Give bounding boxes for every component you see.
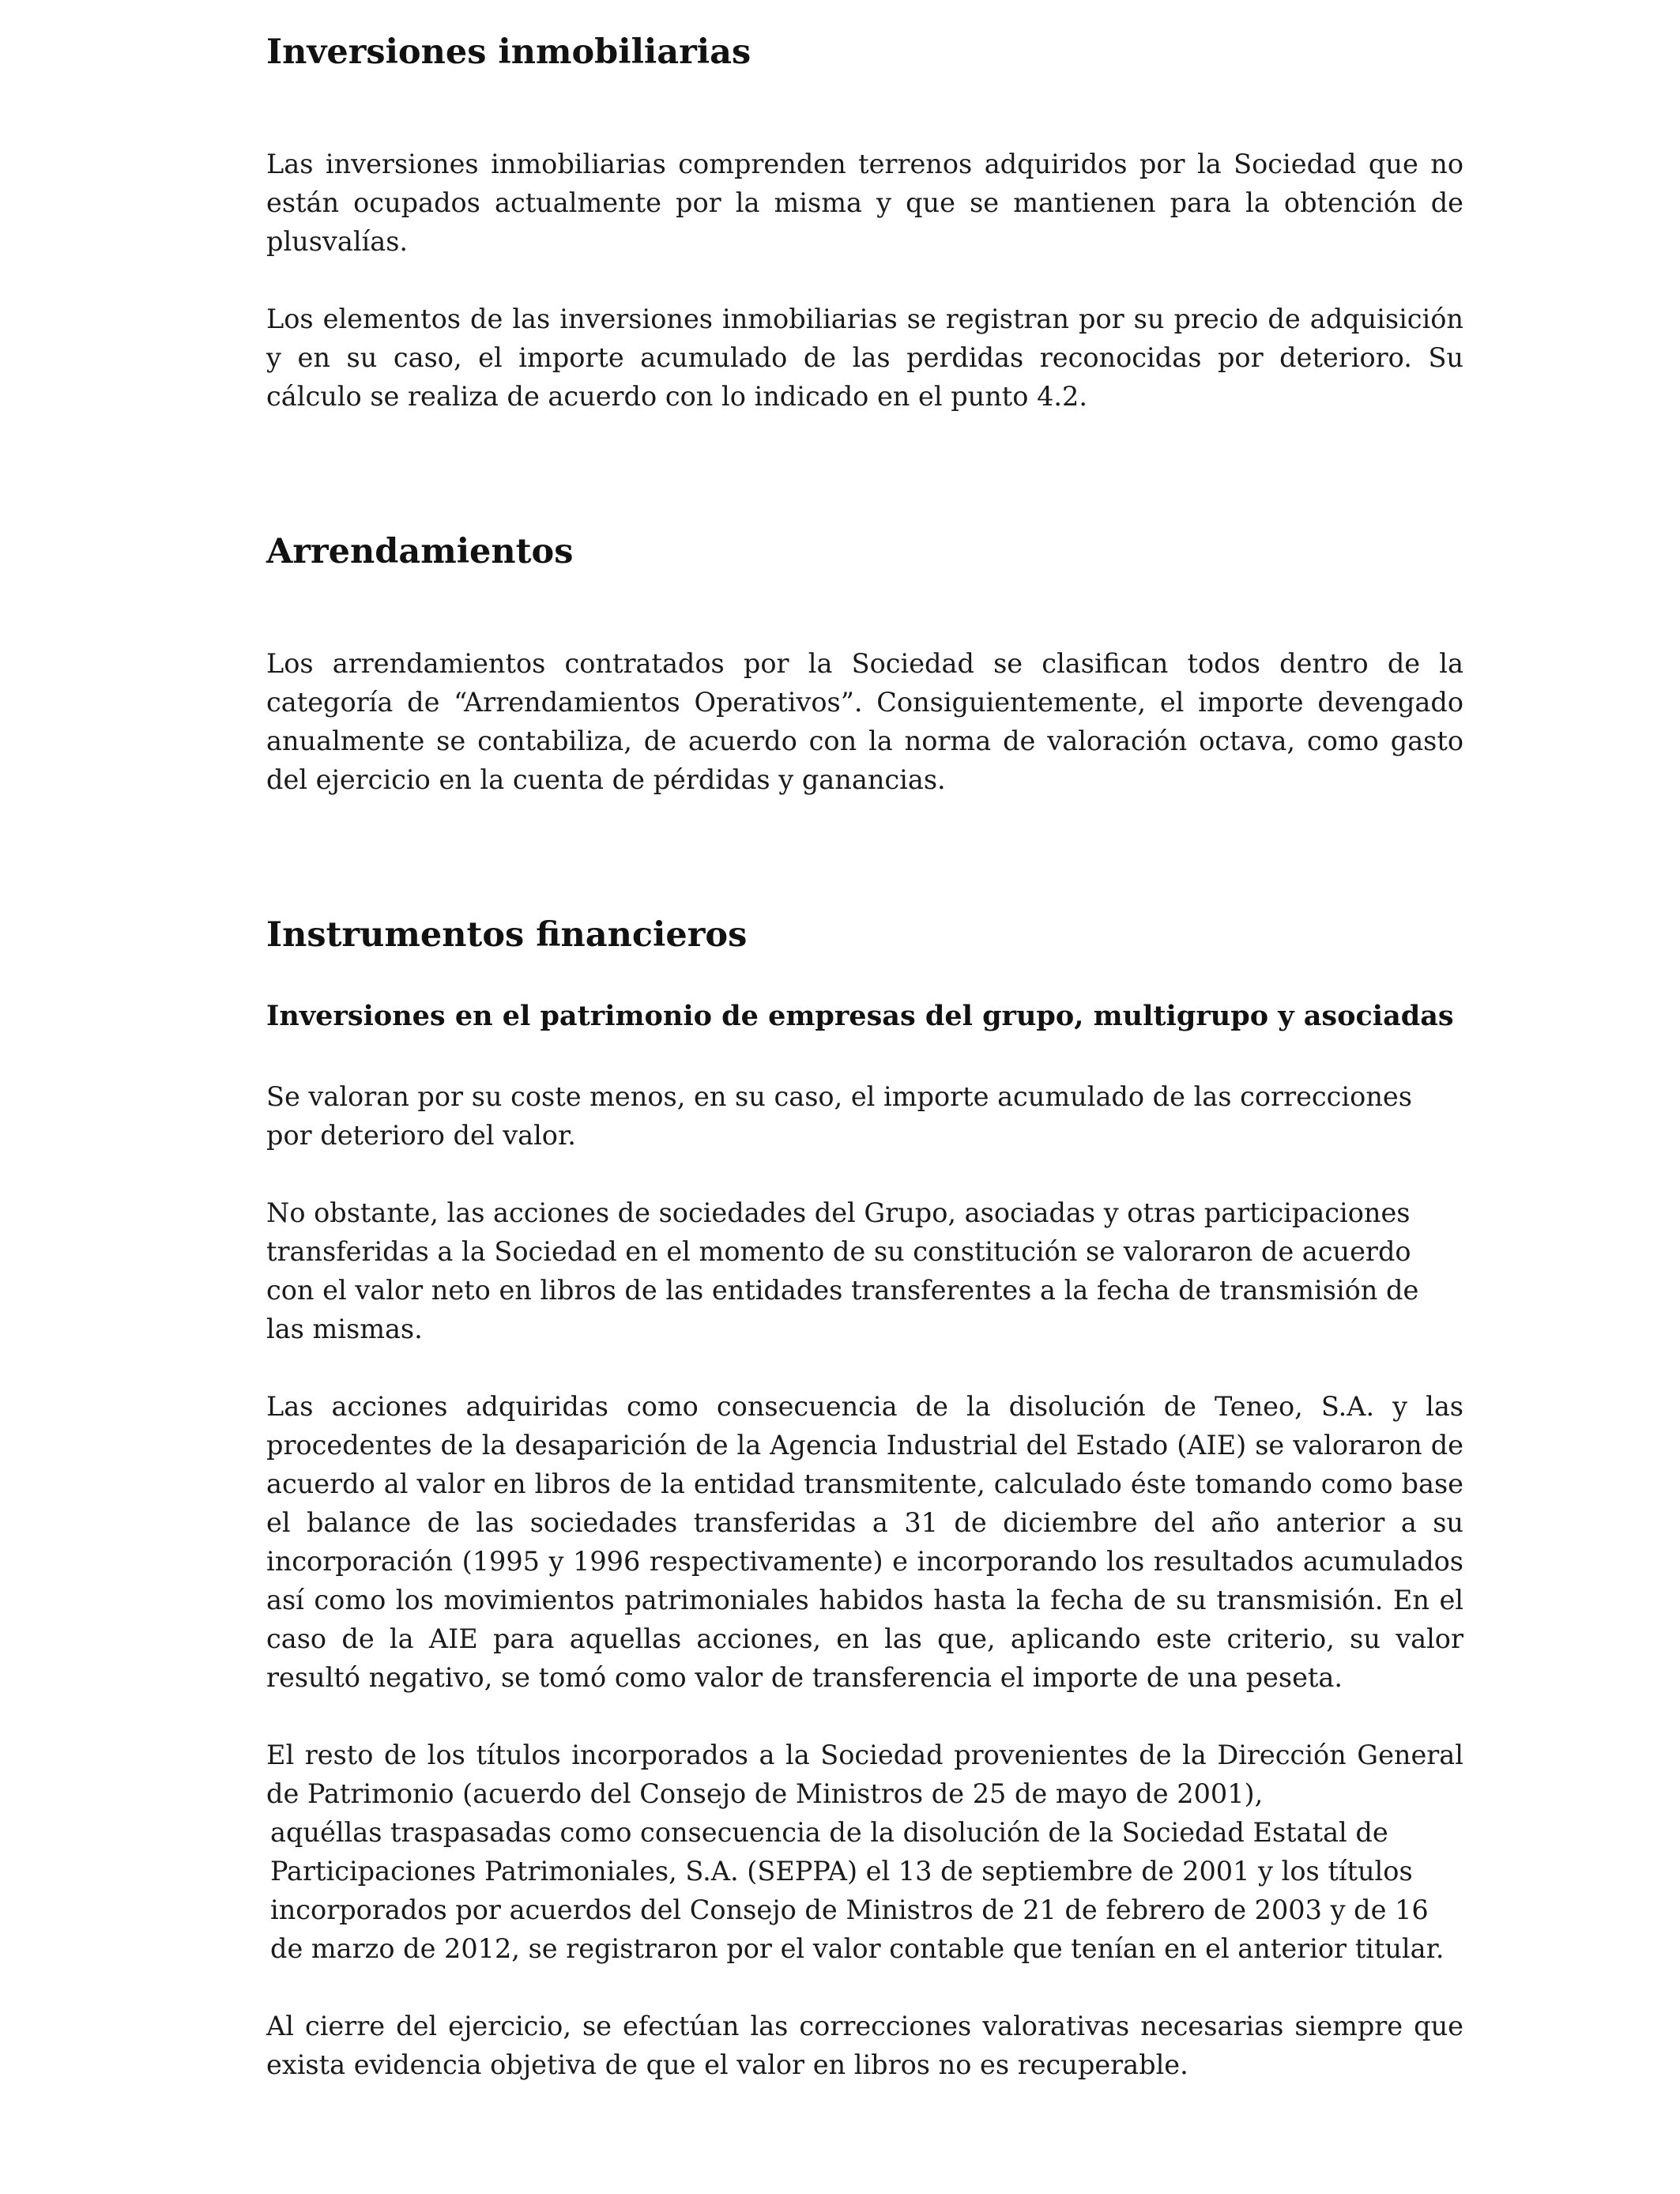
section-title: Inversiones inmobiliarias bbox=[266, 32, 751, 72]
document-page bbox=[266, 30, 1463, 2084]
paragraph: aquéllas traspasadas como consecuencia de la disolución de la Sociedad Estatal de Participaciones Patrimoniales, S.A. (SEPPA) el 13 de septiembre de 2001 y los títulos incorporados por acuerdos del Consejo de Ministros de 21 de febrero de 2003 y de 16 de marzo de 2012, se registraron por el valor contable que tenían en el anterior titular. bbox=[270, 1817, 1445, 1964]
section-inversiones-inmobiliarias bbox=[266, 30, 1463, 416]
section-title: Arrendamientos bbox=[266, 532, 574, 571]
paragraph: Al cierre del ejercicio, se efectúan las correcciones valorativas necesarias siempre que exista evidencia objetiva de que el valor en libros no es recuperable. bbox=[266, 2011, 1463, 2080]
section-instrumentos-financieros bbox=[266, 913, 1463, 2084]
section-arrendamientos bbox=[266, 530, 1463, 799]
subsection-title: Inversiones en el patrimonio de empresas del grupo, multigrupo y asociadas bbox=[266, 1000, 1454, 1032]
paragraph: Las acciones adquiridas como consecuencia de la disolución de Teneo, S.A. y las procedentes de la desaparición de la Agencia Industrial del Estado (AIE) se valoraron de acuerdo al valor en libros de la entidad transmitente, calculado éste tomando como base el balance de las sociedades transferidas a 31 de diciembre del año anterior a su incorporación (1995 y 1996 respectivamente) e incorporando los resultados acumulados así como los movimientos patrimoniales habidos hasta la fecha de su transmisión. En el caso de la AIE para aquellas acciones, en las que, aplicando este criterio, su valor resultó negativo, se tomó como valor de transferencia el importe de una peseta. bbox=[266, 1391, 1463, 1693]
paragraph: Se valoran por su coste menos, en su caso, el importe acumulado de las correcciones por deterioro del valor. bbox=[266, 1081, 1412, 1151]
paragraph: El resto de los títulos incorporados a la Sociedad provenientes de la Dirección General de Patrimonio (acuerdo del Consejo de Ministros de 25 de mayo de 2001), bbox=[266, 1740, 1463, 1809]
paragraph: Los elementos de las inversiones inmobiliarias se registran por su precio de adquisición y en su caso, el importe acumulado de las perdidas reconocidas por deterioro. Su cálculo se realiza de acuerdo con lo indicado en el punto 4.2. bbox=[266, 303, 1463, 412]
paragraph: Las inversiones inmobiliarias comprenden terrenos adquiridos por la Sociedad que no están ocupados actualmente por la misma y que se mantienen para la obtención de plusvalías. bbox=[266, 149, 1463, 257]
paragraph: Los arrendamientos contratados por la Sociedad se clasifican todos dentro de la categoría de “Arrendamientos Operativos”. Consiguientemente, el importe devengado anualmente se contabiliza, de acuerdo con la norma de valoración octava, como gasto del ejercicio en la cuenta de pérdidas y ganancias. bbox=[266, 648, 1463, 795]
paragraph: No obstante, las acciones de sociedades del Grupo, asociadas y otras participaciones transferidas a la Sociedad en el momento de su constitución se valoraron de acuerdo con el valor neto en libros de las entidades transferentes a la fecha de transmisión de las mismas. bbox=[266, 1197, 1419, 1344]
section-title: Instrumentos financieros bbox=[266, 915, 748, 955]
